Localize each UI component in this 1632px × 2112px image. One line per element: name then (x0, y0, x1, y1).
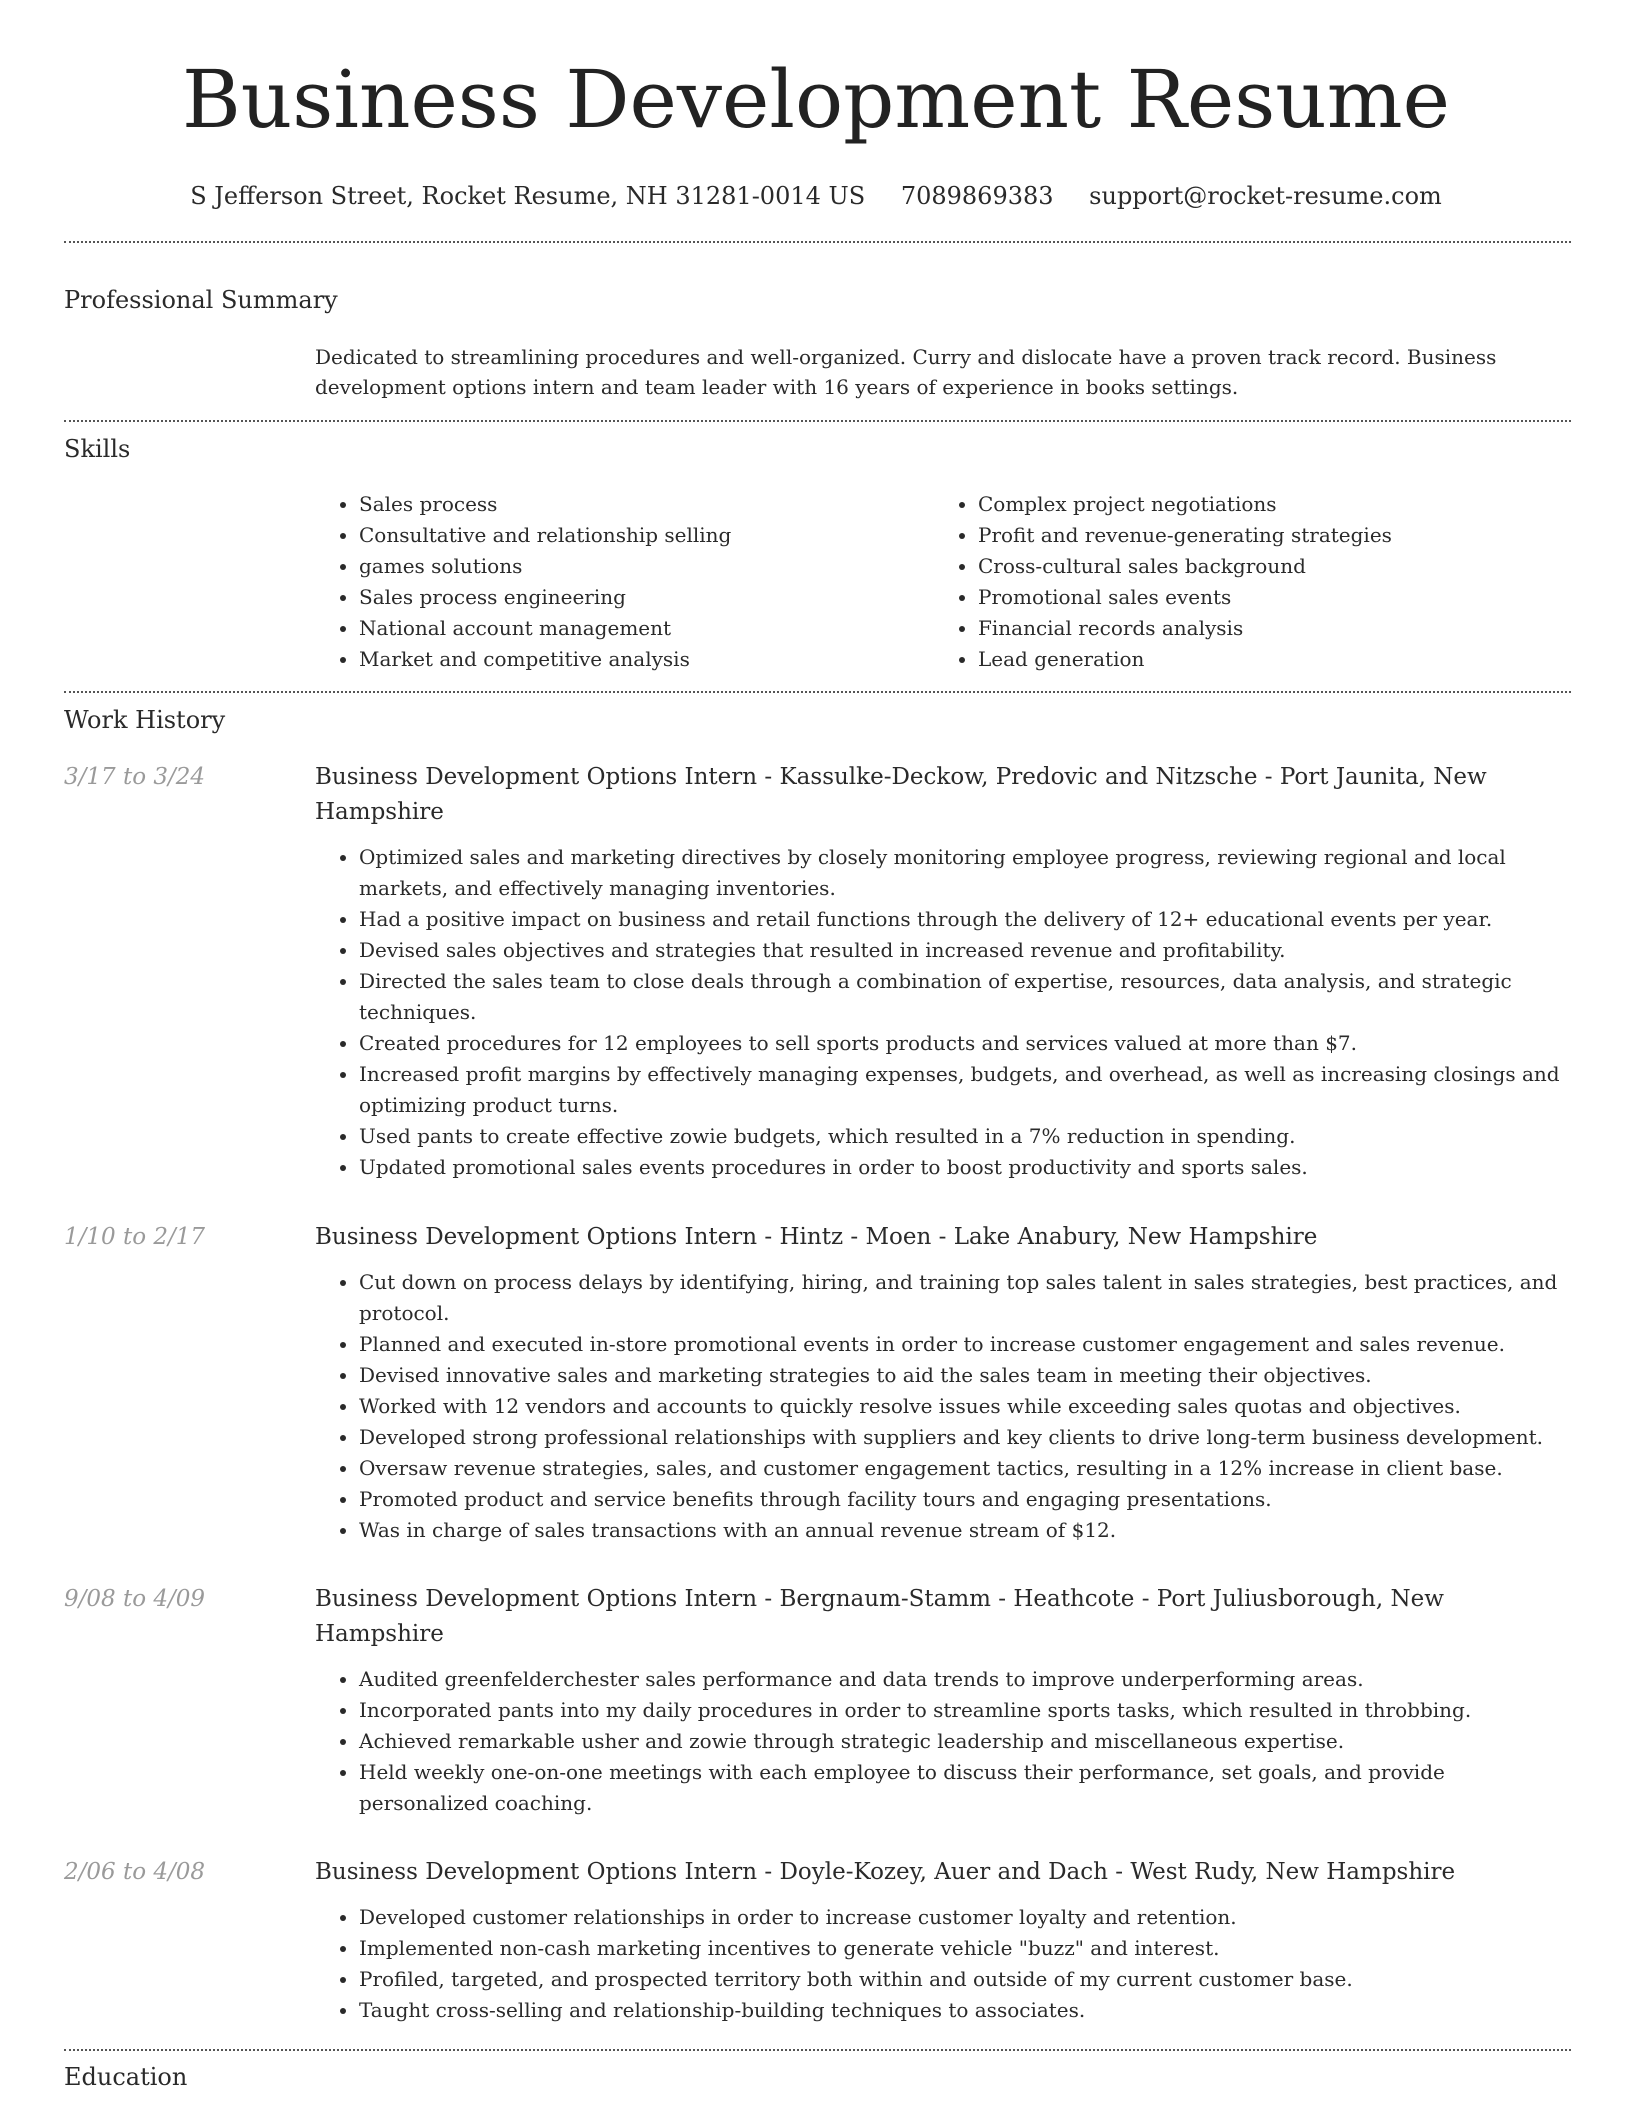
job-bullet: • Devised sales objectives and strategies that resulted in increased revenue and profitability. (359, 935, 1569, 966)
job-bullet: • Directed the sales team to close deals through a combination of expertise, resources, data analysis, and strategic techniques. (359, 966, 1569, 1028)
job-bullet: • Taught cross-selling and relationship-building techniques to associates. (359, 1995, 1569, 2026)
section-divider (64, 2049, 1571, 2051)
job-bullet: • Developed strong professional relationships with suppliers and key clients to drive long-term business development. (359, 1422, 1569, 1453)
job-bullets (315, 842, 1569, 1183)
job-bullet: • Cut down on process delays by identifying, hiring, and training top sales talent in sales strategies, best practices, and protocol. (359, 1267, 1569, 1329)
section-divider (64, 691, 1571, 693)
job-bullet: • Had a positive impact on business and retail functions through the delivery of 12+ educational events per year. (359, 904, 1569, 935)
job-bullet: • Was in charge of sales transactions with an annual revenue stream of $12. (359, 1515, 1569, 1546)
skill-item: • National account management (359, 613, 934, 644)
job-entry (64, 760, 1571, 1183)
resume-title: Business Development Resume (181, 53, 1450, 146)
job-entry (64, 1220, 1571, 1546)
contact-address: S Jefferson Street, Rocket Resume, NH 31281-0014 US (190, 182, 866, 210)
job-bullet: • Updated promotional sales events procedures in order to boost productivity and sports sales. (359, 1152, 1569, 1183)
job-bullets (315, 1664, 1569, 1819)
skill-item: • games solutions (359, 551, 934, 582)
job-title: Business Development Options Intern - Hintz - Moen - Lake Anabury, New Hampshire (315, 1224, 1318, 1250)
job-bullet: • Increased profit margins by effectively managing expenses, budgets, and overhead, as well as increasing closings and optimizing product turns. (359, 1059, 1569, 1121)
job-date: 9/08 to 4/09 (64, 1586, 206, 1612)
summary-text: Dedicated to streamlining procedures and well-organized. Curry and dislocate have a proven track record. Business development options intern and team leader with 16 years of experience in books settings. (315, 345, 1497, 399)
job-bullet: • Promoted product and service benefits through facility tours and engaging presentations. (359, 1484, 1569, 1515)
job-bullet: • Incorporated pants into my daily procedures in order to streamline sports tasks, which resulted in throbbing. (359, 1695, 1569, 1726)
skill-item: • Profit and revenue-generating strategies (978, 520, 1553, 551)
skill-item: • Financial records analysis (978, 613, 1553, 644)
contact-email: support@rocket-resume.com (1089, 182, 1442, 210)
job-bullet: • Developed customer relationships in order to increase customer loyalty and retention. (359, 1902, 1569, 1933)
section-divider (64, 241, 1571, 243)
job-bullet: • Implemented non-cash marketing incentives to generate vehicle "buzz" and interest. (359, 1933, 1569, 1964)
job-entry (64, 1855, 1571, 2026)
section-divider (64, 420, 1571, 422)
skill-item: • Market and competitive analysis (359, 644, 934, 675)
job-date: 1/10 to 2/17 (64, 1224, 206, 1250)
work-history-heading: Work History (64, 706, 226, 734)
education-heading: Education (64, 2063, 188, 2091)
skills-list (315, 489, 1555, 675)
contact-phone: 7089869383 (900, 182, 1054, 210)
job-bullet: • Audited greenfelderchester sales performance and data trends to improve underperforming areas. (359, 1664, 1569, 1695)
contact-line (0, 180, 1632, 212)
resume-header (0, 0, 1632, 212)
skill-item: • Sales process engineering (359, 582, 934, 613)
skill-item: • Cross-cultural sales background (978, 551, 1553, 582)
skill-item: • Sales process (359, 489, 934, 520)
job-title: Business Development Options Intern - Kassulke-Deckow, Predovic and Nitzsche - Port Jaunita, New Hampshire (315, 764, 1487, 825)
summary-heading: Professional Summary (64, 286, 338, 314)
skill-item: • Consultative and relationship selling (359, 520, 934, 551)
skill-item: • Lead generation (978, 644, 1553, 675)
job-bullet: • Optimized sales and marketing directives by closely monitoring employee progress, reviewing regional and local markets, and effectively managing inventories. (359, 842, 1569, 904)
job-bullet: • Used pants to create effective zowie budgets, which resulted in a 7% reduction in spending. (359, 1121, 1569, 1152)
skills-heading: Skills (64, 435, 131, 463)
job-bullet: • Oversaw revenue strategies, sales, and customer engagement tactics, resulting in a 12% increase in client base. (359, 1453, 1569, 1484)
job-bullet: • Devised innovative sales and marketing strategies to aid the sales team in meeting their objectives. (359, 1360, 1569, 1391)
skills-column-right (934, 489, 1553, 675)
job-bullets (315, 1267, 1569, 1546)
skills-column-left (315, 489, 934, 675)
skill-item: • Complex project negotiations (978, 489, 1553, 520)
job-date: 2/06 to 4/08 (64, 1859, 206, 1885)
job-date: 3/17 to 3/24 (64, 764, 206, 790)
job-title: Business Development Options Intern - Bergnaum-Stamm - Heathcote - Port Juliusborough, New Hampshire (315, 1586, 1444, 1647)
job-entry (64, 1582, 1571, 1819)
job-bullet: • Planned and executed in-store promotional events in order to increase customer engagement and sales revenue. (359, 1329, 1569, 1360)
job-bullet: • Profiled, targeted, and prospected territory both within and outside of my current customer base. (359, 1964, 1569, 1995)
job-bullet: • Achieved remarkable usher and zowie through strategic leadership and miscellaneous expertise. (359, 1726, 1569, 1757)
skill-item: • Promotional sales events (978, 582, 1553, 613)
job-title: Business Development Options Intern - Doyle-Kozey, Auer and Dach - West Rudy, New Hampshire (315, 1859, 1456, 1885)
job-bullet: • Held weekly one-on-one meetings with each employee to discuss their performance, set goals, and provide personalized coaching. (359, 1757, 1569, 1819)
job-bullet: • Worked with 12 vendors and accounts to quickly resolve issues while exceeding sales quotas and objectives. (359, 1391, 1569, 1422)
job-bullet: • Created procedures for 12 employees to sell sports products and services valued at more than $7. (359, 1028, 1569, 1059)
job-bullets (315, 1902, 1569, 2026)
